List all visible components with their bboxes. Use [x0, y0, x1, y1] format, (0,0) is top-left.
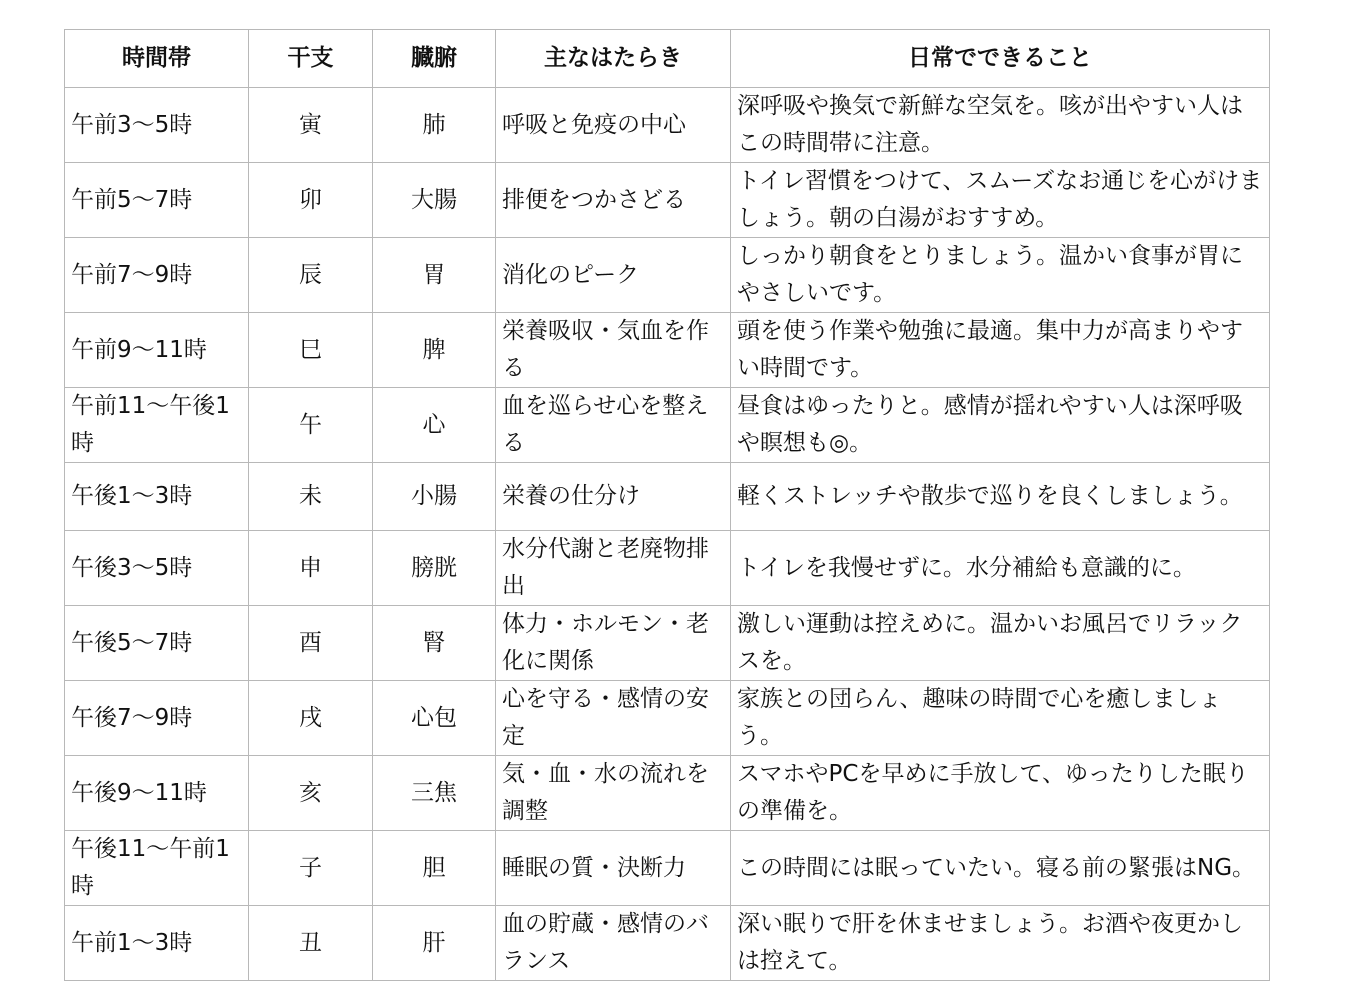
- cell-time: 午前5〜7時: [65, 163, 249, 238]
- cell-function: 呼吸と免疫の中心: [496, 88, 731, 163]
- header-row: [65, 30, 1270, 88]
- cell-advice: 頭を使う作業や勉強に最適。集中力が高まりやすい時間です。: [731, 313, 1270, 388]
- table-row: [65, 906, 1270, 981]
- cell-time: 午後7〜9時: [65, 681, 249, 756]
- cell-advice: トイレを我慢せずに。水分補給も意識的に。: [731, 531, 1270, 606]
- cell-eto: 辰: [249, 238, 373, 313]
- cell-eto: 未: [249, 463, 373, 531]
- table-row: [65, 163, 1270, 238]
- cell-function: 栄養の仕分け: [496, 463, 731, 531]
- table-row: [65, 88, 1270, 163]
- cell-time: 午前1〜3時: [65, 906, 249, 981]
- table-row: [65, 756, 1270, 831]
- cell-function: 消化のピーク: [496, 238, 731, 313]
- cell-eto: 午: [249, 388, 373, 463]
- cell-advice: 深呼吸や換気で新鮮な空気を。咳が出やすい人はこの時間帯に注意。: [731, 88, 1270, 163]
- cell-time: 午後9〜11時: [65, 756, 249, 831]
- cell-organ: 三焦: [373, 756, 496, 831]
- cell-eto: 巳: [249, 313, 373, 388]
- table-row: [65, 463, 1270, 531]
- cell-organ: 心: [373, 388, 496, 463]
- cell-eto: 酉: [249, 606, 373, 681]
- cell-organ: 大腸: [373, 163, 496, 238]
- cell-function: 水分代謝と老廃物排出: [496, 531, 731, 606]
- cell-eto: 申: [249, 531, 373, 606]
- cell-advice: しっかり朝食をとりましょう。温かい食事が胃にやさしいです。: [731, 238, 1270, 313]
- cell-advice: 昼食はゆったりと。感情が揺れやすい人は深呼吸や瞑想も◎。: [731, 388, 1270, 463]
- cell-organ: 肺: [373, 88, 496, 163]
- cell-time: 午後3〜5時: [65, 531, 249, 606]
- cell-time: 午前7〜9時: [65, 238, 249, 313]
- cell-function: 血を巡らせ心を整える: [496, 388, 731, 463]
- cell-time: 午後11〜午前1時: [65, 831, 249, 906]
- cell-function: 血の貯蔵・感情のバランス: [496, 906, 731, 981]
- cell-eto: 戌: [249, 681, 373, 756]
- cell-advice: トイレ習慣をつけて、スムーズなお通じを心がけましょう。朝の白湯がおすすめ。: [731, 163, 1270, 238]
- cell-advice: 家族との団らん、趣味の時間で心を癒しましょう。: [731, 681, 1270, 756]
- cell-function: 心を守る・感情の安定: [496, 681, 731, 756]
- cell-eto: 卯: [249, 163, 373, 238]
- cell-organ: 腎: [373, 606, 496, 681]
- cell-organ: 肝: [373, 906, 496, 981]
- cell-time: 午前11〜午後1時: [65, 388, 249, 463]
- cell-eto: 丑: [249, 906, 373, 981]
- cell-organ: 脾: [373, 313, 496, 388]
- cell-eto: 亥: [249, 756, 373, 831]
- cell-function: 睡眠の質・決断力: [496, 831, 731, 906]
- table-row: [65, 831, 1270, 906]
- table-row: [65, 388, 1270, 463]
- cell-advice: 軽くストレッチや散歩で巡りを良くしましょう。: [731, 463, 1270, 531]
- cell-advice: この時間には眠っていたい。寝る前の緊張はNG。: [731, 831, 1270, 906]
- cell-time: 午前3〜5時: [65, 88, 249, 163]
- table-row: [65, 681, 1270, 756]
- header-advice: 日常でできること: [731, 30, 1270, 88]
- cell-function: 栄養吸収・気血を作る: [496, 313, 731, 388]
- cell-organ: 膀胱: [373, 531, 496, 606]
- cell-function: 気・血・水の流れを調整: [496, 756, 731, 831]
- cell-time: 午前9〜11時: [65, 313, 249, 388]
- cell-organ: 胆: [373, 831, 496, 906]
- header-time: 時間帯: [65, 30, 249, 88]
- cell-eto: 子: [249, 831, 373, 906]
- cell-function: 体力・ホルモン・老化に関係: [496, 606, 731, 681]
- header-eto: 干支: [249, 30, 373, 88]
- cell-time: 午後5〜7時: [65, 606, 249, 681]
- cell-organ: 心包: [373, 681, 496, 756]
- table-row: [65, 313, 1270, 388]
- cell-time: 午後1〜3時: [65, 463, 249, 531]
- table-row: [65, 531, 1270, 606]
- header-organ: 臓腑: [373, 30, 496, 88]
- cell-eto: 寅: [249, 88, 373, 163]
- cell-organ: 小腸: [373, 463, 496, 531]
- header-function: 主なはたらき: [496, 30, 731, 88]
- cell-advice: 激しい運動は控えめに。温かいお風呂でリラックスを。: [731, 606, 1270, 681]
- cell-advice: スマホやPCを早めに手放して、ゆったりした眠りの準備を。: [731, 756, 1270, 831]
- cell-function: 排便をつかさどる: [496, 163, 731, 238]
- table-row: [65, 606, 1270, 681]
- cell-organ: 胃: [373, 238, 496, 313]
- cell-advice: 深い眠りで肝を休ませましょう。お酒や夜更かしは控えて。: [731, 906, 1270, 981]
- table-row: [65, 238, 1270, 313]
- organ-clock-table: [64, 29, 1270, 981]
